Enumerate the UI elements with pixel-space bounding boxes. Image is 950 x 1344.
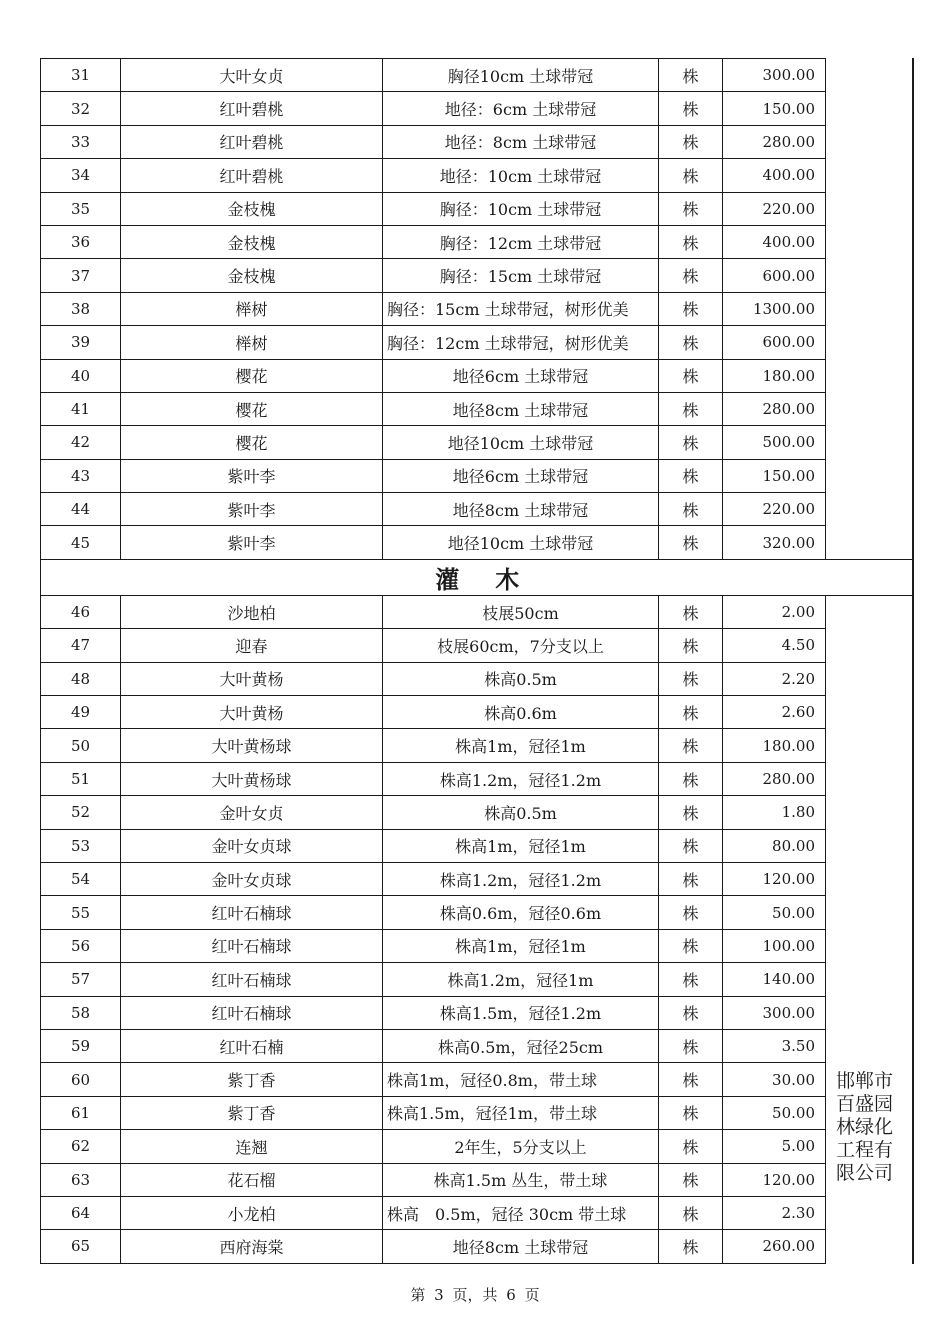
plant-spec: 胸径：12cm 土球带冠 bbox=[383, 225, 659, 258]
unit-price: 2.00 bbox=[723, 595, 826, 628]
row-number: 61 bbox=[41, 1096, 121, 1129]
unit: 株 bbox=[659, 629, 723, 662]
plant-spec: 地径8cm 土球带冠 bbox=[383, 392, 659, 425]
row-number: 34 bbox=[41, 159, 121, 192]
plant-name: 大叶黄杨 bbox=[121, 696, 383, 729]
plant-name: 大叶黄杨球 bbox=[121, 762, 383, 795]
plant-name: 西府海棠 bbox=[121, 1230, 383, 1263]
row-number: 55 bbox=[41, 896, 121, 929]
plant-spec: 胸径10cm 土球带冠 bbox=[383, 59, 659, 92]
table-row bbox=[41, 1196, 914, 1229]
plant-spec: 株高1.2m，冠径1.2m bbox=[383, 862, 659, 895]
row-number: 65 bbox=[41, 1230, 121, 1263]
row-number: 58 bbox=[41, 996, 121, 1029]
unit: 株 bbox=[659, 125, 723, 158]
unit: 株 bbox=[659, 862, 723, 895]
row-number: 57 bbox=[41, 963, 121, 996]
plant-name: 大叶黄杨 bbox=[121, 662, 383, 695]
row-number: 45 bbox=[41, 526, 121, 559]
plant-name: 连翘 bbox=[121, 1130, 383, 1163]
unit: 株 bbox=[659, 1163, 723, 1196]
plant-spec: 胸径：12cm 土球带冠，树形优美 bbox=[383, 326, 659, 359]
plant-name: 紫叶李 bbox=[121, 493, 383, 526]
plant-spec: 2年生，5分支以上 bbox=[383, 1130, 659, 1163]
row-number: 56 bbox=[41, 929, 121, 962]
table-row bbox=[41, 896, 914, 929]
unit-price: 4.50 bbox=[723, 629, 826, 662]
remark-cell bbox=[826, 59, 914, 560]
plant-name: 大叶黄杨球 bbox=[121, 729, 383, 762]
unit: 株 bbox=[659, 696, 723, 729]
unit: 株 bbox=[659, 1130, 723, 1163]
plant-name: 紫丁香 bbox=[121, 1096, 383, 1129]
shrub-section-body bbox=[41, 595, 914, 1263]
unit-price: 400.00 bbox=[723, 225, 826, 258]
row-number: 42 bbox=[41, 426, 121, 459]
unit: 株 bbox=[659, 595, 723, 628]
plant-name: 金枝槐 bbox=[121, 192, 383, 225]
plant-spec: 株高0.5m，冠径25cm bbox=[383, 1029, 659, 1062]
row-number: 52 bbox=[41, 796, 121, 829]
unit-price: 2.30 bbox=[723, 1196, 826, 1229]
plant-name: 樱花 bbox=[121, 392, 383, 425]
unit-price: 50.00 bbox=[723, 1096, 826, 1129]
unit: 株 bbox=[659, 1096, 723, 1129]
table-row bbox=[41, 459, 914, 492]
plant-spec: 株高0.6m，冠径0.6m bbox=[383, 896, 659, 929]
plant-price-table bbox=[40, 58, 914, 1264]
table-row bbox=[41, 392, 914, 425]
plant-spec: 地径6cm 土球带冠 bbox=[383, 359, 659, 392]
row-number: 41 bbox=[41, 392, 121, 425]
table-row bbox=[41, 762, 914, 795]
row-number: 48 bbox=[41, 662, 121, 695]
plant-spec: 株高1m，冠径1m bbox=[383, 929, 659, 962]
unit: 株 bbox=[659, 829, 723, 862]
row-number: 44 bbox=[41, 493, 121, 526]
table-row bbox=[41, 225, 914, 258]
unit: 株 bbox=[659, 359, 723, 392]
table-row bbox=[41, 829, 914, 862]
plant-name: 红叶碧桃 bbox=[121, 125, 383, 158]
plant-name: 金叶女贞球 bbox=[121, 829, 383, 862]
unit-price: 400.00 bbox=[723, 159, 826, 192]
unit-price: 500.00 bbox=[723, 426, 826, 459]
plant-name: 红叶石楠球 bbox=[121, 896, 383, 929]
table-row bbox=[41, 426, 914, 459]
unit-price: 3.50 bbox=[723, 1029, 826, 1062]
table-row bbox=[41, 125, 914, 158]
table-row bbox=[41, 359, 914, 392]
table-row bbox=[41, 1230, 914, 1263]
plant-name: 金枝槐 bbox=[121, 259, 383, 292]
table-row bbox=[41, 326, 914, 359]
row-number: 60 bbox=[41, 1063, 121, 1096]
row-number: 50 bbox=[41, 729, 121, 762]
plant-name: 红叶石楠 bbox=[121, 1029, 383, 1062]
footer-suffix: 页 bbox=[524, 1286, 540, 1304]
unit: 株 bbox=[659, 392, 723, 425]
row-number: 62 bbox=[41, 1130, 121, 1163]
unit: 株 bbox=[659, 929, 723, 962]
plant-spec: 株高0.5m bbox=[383, 662, 659, 695]
row-number: 31 bbox=[41, 59, 121, 92]
unit: 株 bbox=[659, 996, 723, 1029]
plant-name: 紫丁香 bbox=[121, 1063, 383, 1096]
unit-price: 30.00 bbox=[723, 1063, 826, 1096]
plant-spec: 地径6cm 土球带冠 bbox=[383, 459, 659, 492]
unit: 株 bbox=[659, 259, 723, 292]
row-number: 35 bbox=[41, 192, 121, 225]
unit: 株 bbox=[659, 1063, 723, 1096]
plant-spec: 地径：6cm 土球带冠 bbox=[383, 92, 659, 125]
table-row bbox=[41, 192, 914, 225]
unit-price: 220.00 bbox=[723, 493, 826, 526]
unit: 株 bbox=[659, 762, 723, 795]
row-number: 47 bbox=[41, 629, 121, 662]
section-header-row bbox=[41, 559, 914, 595]
plant-name: 花石榴 bbox=[121, 1163, 383, 1196]
table-row bbox=[41, 259, 914, 292]
unit: 株 bbox=[659, 292, 723, 325]
footer-middle: 页，共 bbox=[452, 1286, 498, 1304]
unit-price: 320.00 bbox=[723, 526, 826, 559]
row-number: 33 bbox=[41, 125, 121, 158]
price-sheet bbox=[40, 58, 914, 1264]
table-row bbox=[41, 963, 914, 996]
plant-spec: 株高1.2m，冠径1m bbox=[383, 963, 659, 996]
unit-price: 280.00 bbox=[723, 762, 826, 795]
table-right-border bbox=[912, 58, 914, 1264]
row-number: 38 bbox=[41, 292, 121, 325]
unit: 株 bbox=[659, 1196, 723, 1229]
plant-spec: 株高1.5m，冠径1m，带土球 bbox=[383, 1096, 659, 1129]
row-number: 64 bbox=[41, 1196, 121, 1229]
unit-price: 80.00 bbox=[723, 829, 826, 862]
unit: 株 bbox=[659, 1230, 723, 1263]
plant-name: 金枝槐 bbox=[121, 225, 383, 258]
unit: 株 bbox=[659, 459, 723, 492]
row-number: 32 bbox=[41, 92, 121, 125]
plant-name: 迎春 bbox=[121, 629, 383, 662]
table-row bbox=[41, 59, 914, 92]
tree-section-body bbox=[41, 59, 914, 560]
plant-spec: 胸径：15cm 土球带冠，树形优美 bbox=[383, 292, 659, 325]
unit-price: 100.00 bbox=[723, 929, 826, 962]
table-row bbox=[41, 862, 914, 895]
plant-name: 大叶女贞 bbox=[121, 59, 383, 92]
plant-name: 红叶石楠球 bbox=[121, 929, 383, 962]
unit-price: 120.00 bbox=[723, 862, 826, 895]
supplier-name: 邯郸市百盛园林绿化工程有限公司 bbox=[836, 1069, 894, 1184]
plant-name: 沙地柏 bbox=[121, 595, 383, 628]
unit-price: 1.80 bbox=[723, 796, 826, 829]
page-footer bbox=[0, 1284, 950, 1305]
plant-spec: 地径：10cm 土球带冠 bbox=[383, 159, 659, 192]
plant-name: 红叶碧桃 bbox=[121, 92, 383, 125]
plant-spec: 地径8cm 土球带冠 bbox=[383, 1230, 659, 1263]
row-number: 37 bbox=[41, 259, 121, 292]
unit: 株 bbox=[659, 796, 723, 829]
plant-spec: 株高1m，冠径1m bbox=[383, 729, 659, 762]
unit-price: 300.00 bbox=[723, 59, 826, 92]
row-number: 40 bbox=[41, 359, 121, 392]
plant-spec: 株高1.5m 丛生，带土球 bbox=[383, 1163, 659, 1196]
table-row bbox=[41, 1096, 914, 1129]
row-number: 53 bbox=[41, 829, 121, 862]
table-row bbox=[41, 1130, 914, 1163]
unit: 株 bbox=[659, 963, 723, 996]
unit: 株 bbox=[659, 326, 723, 359]
unit: 株 bbox=[659, 1029, 723, 1062]
plant-spec: 枝展60cm，7分支以上 bbox=[383, 629, 659, 662]
unit-price: 280.00 bbox=[723, 392, 826, 425]
unit-price: 150.00 bbox=[723, 92, 826, 125]
unit: 株 bbox=[659, 729, 723, 762]
table-row bbox=[41, 629, 914, 662]
unit-price: 120.00 bbox=[723, 1163, 826, 1196]
current-page: 3 bbox=[434, 1286, 444, 1304]
plant-spec: 株高1.2m，冠径1.2m bbox=[383, 762, 659, 795]
plant-spec: 胸径：10cm 土球带冠 bbox=[383, 192, 659, 225]
table-row bbox=[41, 796, 914, 829]
plant-name: 榉树 bbox=[121, 326, 383, 359]
unit-price: 2.60 bbox=[723, 696, 826, 729]
section-title-char: 灌 bbox=[435, 565, 460, 594]
unit: 株 bbox=[659, 159, 723, 192]
row-number: 43 bbox=[41, 459, 121, 492]
unit-price: 140.00 bbox=[723, 963, 826, 996]
table-row bbox=[41, 662, 914, 695]
plant-name: 小龙柏 bbox=[121, 1196, 383, 1229]
plant-name: 紫叶李 bbox=[121, 459, 383, 492]
unit: 株 bbox=[659, 59, 723, 92]
row-number: 39 bbox=[41, 326, 121, 359]
plant-name: 樱花 bbox=[121, 359, 383, 392]
unit: 株 bbox=[659, 225, 723, 258]
plant-spec: 株高1m，冠径1m bbox=[383, 829, 659, 862]
row-number: 51 bbox=[41, 762, 121, 795]
unit-price: 300.00 bbox=[723, 996, 826, 1029]
table-row bbox=[41, 595, 914, 628]
table-row bbox=[41, 292, 914, 325]
unit: 株 bbox=[659, 192, 723, 225]
unit-price: 600.00 bbox=[723, 326, 826, 359]
unit-price: 180.00 bbox=[723, 359, 826, 392]
unit-price: 280.00 bbox=[723, 125, 826, 158]
unit: 株 bbox=[659, 426, 723, 459]
supplier-remark bbox=[826, 595, 914, 1263]
section-title-shrub bbox=[41, 559, 914, 595]
unit: 株 bbox=[659, 493, 723, 526]
row-number: 49 bbox=[41, 696, 121, 729]
plant-name: 榉树 bbox=[121, 292, 383, 325]
row-number: 59 bbox=[41, 1029, 121, 1062]
plant-spec: 株高1m，冠径0.8m，带土球 bbox=[383, 1063, 659, 1096]
plant-name: 金叶女贞球 bbox=[121, 862, 383, 895]
unit: 株 bbox=[659, 662, 723, 695]
table-row bbox=[41, 996, 914, 1029]
total-pages: 6 bbox=[506, 1286, 516, 1304]
table-row bbox=[41, 526, 914, 559]
row-number: 36 bbox=[41, 225, 121, 258]
plant-spec: 地径10cm 土球带冠 bbox=[383, 526, 659, 559]
unit: 株 bbox=[659, 896, 723, 929]
unit-price: 2.20 bbox=[723, 662, 826, 695]
plant-name: 紫叶李 bbox=[121, 526, 383, 559]
plant-spec: 胸径：15cm 土球带冠 bbox=[383, 259, 659, 292]
plant-spec: 地径8cm 土球带冠 bbox=[383, 493, 659, 526]
unit-price: 1300.00 bbox=[723, 292, 826, 325]
unit-price: 180.00 bbox=[723, 729, 826, 762]
plant-name: 红叶碧桃 bbox=[121, 159, 383, 192]
unit: 株 bbox=[659, 526, 723, 559]
table-row bbox=[41, 1063, 914, 1096]
plant-spec: 地径：8cm 土球带冠 bbox=[383, 125, 659, 158]
plant-name: 樱花 bbox=[121, 426, 383, 459]
plant-name: 红叶石楠球 bbox=[121, 996, 383, 1029]
table-row bbox=[41, 493, 914, 526]
plant-spec: 地径10cm 土球带冠 bbox=[383, 426, 659, 459]
plant-name: 红叶石楠球 bbox=[121, 963, 383, 996]
table-row bbox=[41, 1029, 914, 1062]
table-row bbox=[41, 92, 914, 125]
unit-price: 5.00 bbox=[723, 1130, 826, 1163]
unit-price: 260.00 bbox=[723, 1230, 826, 1263]
row-number: 54 bbox=[41, 862, 121, 895]
plant-spec: 枝展50cm bbox=[383, 595, 659, 628]
table-row bbox=[41, 696, 914, 729]
plant-spec: 株高1.5m，冠径1.2m bbox=[383, 996, 659, 1029]
table-row bbox=[41, 159, 914, 192]
shrub-section-header bbox=[41, 559, 914, 595]
table-row bbox=[41, 1163, 914, 1196]
table-row bbox=[41, 929, 914, 962]
unit-price: 150.00 bbox=[723, 459, 826, 492]
table-row bbox=[41, 729, 914, 762]
plant-spec: 株高 0.5m，冠径 30cm 带土球 bbox=[383, 1196, 659, 1229]
row-number: 46 bbox=[41, 595, 121, 628]
unit-price: 220.00 bbox=[723, 192, 826, 225]
unit-price: 50.00 bbox=[723, 896, 826, 929]
unit-price: 600.00 bbox=[723, 259, 826, 292]
row-number: 63 bbox=[41, 1163, 121, 1196]
footer-prefix: 第 bbox=[410, 1286, 426, 1304]
unit: 株 bbox=[659, 92, 723, 125]
plant-name: 金叶女贞 bbox=[121, 796, 383, 829]
section-title-char: 木 bbox=[495, 565, 520, 594]
plant-spec: 株高0.6m bbox=[383, 696, 659, 729]
plant-spec: 株高0.5m bbox=[383, 796, 659, 829]
